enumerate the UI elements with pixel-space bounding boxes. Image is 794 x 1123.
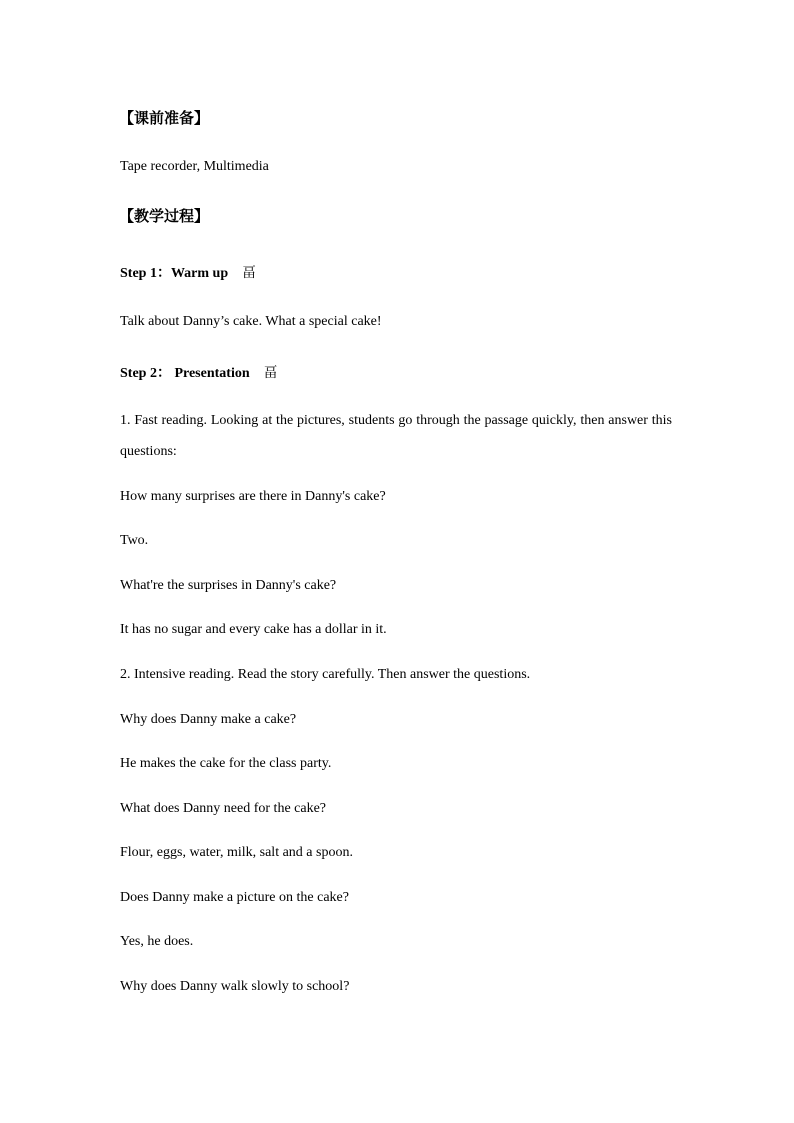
- answer-2: It has no sugar and every cake has a dollar in it.: [120, 622, 387, 637]
- step2-glyph: 畐: [263, 365, 278, 381]
- prep-heading: 【课前准备】: [119, 109, 210, 127]
- question-4: What does Danny need for the cake?: [120, 801, 327, 816]
- answer-3: He makes the cake for the class party.: [120, 756, 332, 771]
- step2-title: Step 2： Presentation: [120, 366, 250, 381]
- answer-5: Yes, he does.: [120, 934, 194, 949]
- question-5: Does Danny make a picture on the cake?: [120, 890, 349, 905]
- question-1: How many surprises are there in Danny's cake?: [120, 489, 386, 504]
- process-heading: 【教学过程】: [119, 207, 210, 225]
- intensive-reading-paragraph: 2. Intensive reading. Read the story carefully. Then answer the questions.: [120, 667, 531, 682]
- answer-4: Flour, eggs, water, milk, salt and a spoon.: [120, 845, 353, 860]
- prep-materials: Tape recorder, Multimedia: [120, 159, 269, 174]
- question-3: Why does Danny make a cake?: [120, 712, 297, 727]
- question-2: What're the surprises in Danny's cake?: [120, 578, 337, 593]
- answer-1: Two.: [120, 533, 149, 548]
- step1-glyph: 畐: [242, 265, 257, 281]
- step1-heading: [120, 264, 256, 283]
- step1-title: Step 1：Warm up: [120, 266, 229, 281]
- fast-reading-paragraph: 1. Fast reading. Looking at the pictures, students go through the passage quickly, then answer this questions:: [120, 413, 672, 459]
- question-6: Why does Danny walk slowly to school?: [120, 979, 350, 994]
- step2-heading: [120, 364, 278, 383]
- step1-text: Talk about Danny’s cake. What a special cake!: [120, 314, 382, 329]
